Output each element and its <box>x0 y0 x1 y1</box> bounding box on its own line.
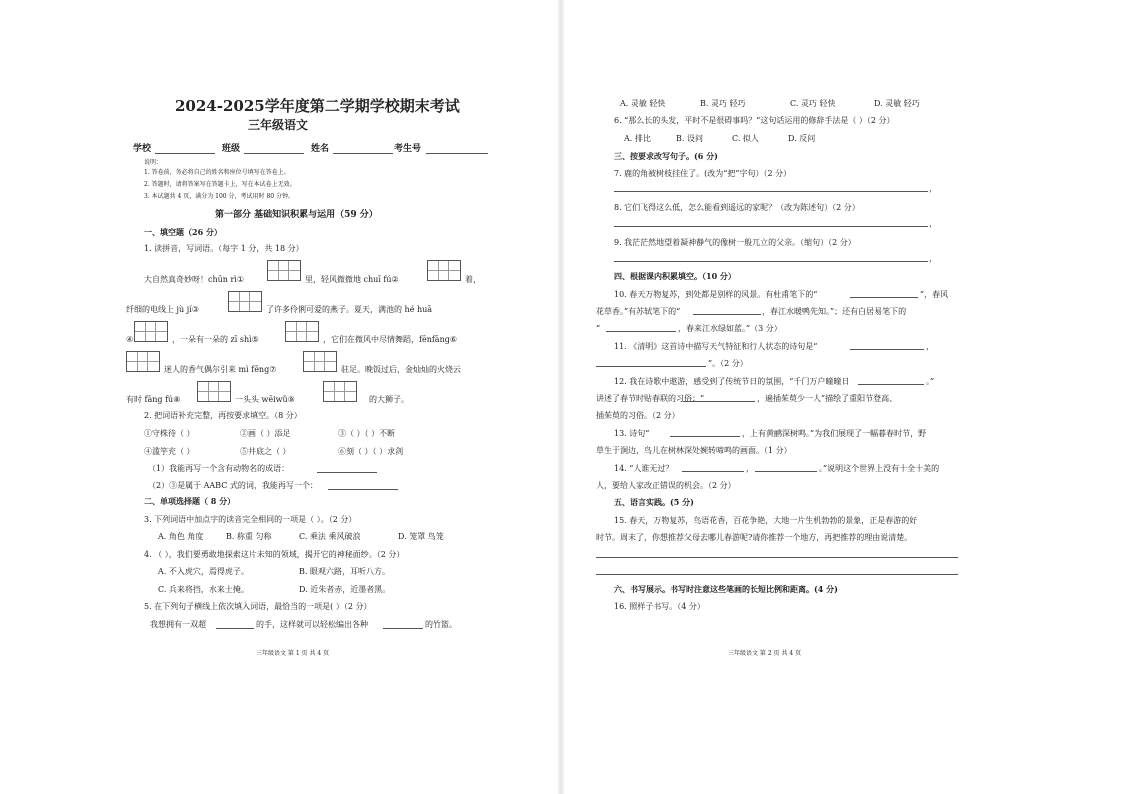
section-2-heading: 二、单项选择题（ 8 分） <box>144 496 236 506</box>
instruction-line: 3. 本试题共 4 页，满分为 100 分，考试用时 80 分钟。 <box>144 193 294 200</box>
class-label: 班级 <box>222 144 241 154</box>
question-text: 时节。周末了，你想推荐父母去哪儿春游呢?请你推荐一个地方，再把推荐的理由说清楚。 <box>596 533 913 542</box>
answer-line[interactable] <box>383 628 423 629</box>
passage-text: 里，轻风微微地 chuī fú② <box>305 275 399 284</box>
sentence-text: 的竹篮。 <box>425 620 457 629</box>
section-4-heading: 四、根据课内积累填空。（10 分） <box>614 271 736 281</box>
choice-option: A. 不入虎穴，焉得虎子。 <box>158 567 249 576</box>
question-text: ，遍插茱萸少一人”描绘了重阳节登高、 <box>757 394 898 403</box>
answer-line[interactable] <box>693 314 761 315</box>
choice-option: C. 拟人 <box>732 134 759 143</box>
question-3: 3. 下列词语中加点字的读音完全相同的一项是（ ）。（2 分） <box>144 515 357 524</box>
choice-option: B. 灵巧 轻巧 <box>700 99 746 108</box>
name-label: 姓名 <box>311 144 330 154</box>
answer-line[interactable] <box>614 261 928 262</box>
instruction-line: 1. 答卷前，务必将自己的姓名和座位号填写在答卷上。 <box>144 169 290 176</box>
question-9: 9. 我茫茫然地望着凝神静气的像树一般兀立的父亲。（缩句）（2 分） <box>614 238 856 247</box>
exam-page-1 <box>0 0 561 794</box>
section-3-heading: 三、按要求改写句子。(6 分) <box>614 151 718 161</box>
passage-text: 一头头 wēiwǔ⑨ <box>235 395 295 404</box>
instruction-line: 2. 答题时，请将答案写在答题卡上，写在本试卷上无效。 <box>144 181 296 188</box>
question-text: 讲述了春节时贴春联的习俗；“ <box>596 394 705 403</box>
idiom-item: ②画（ ）添足 <box>240 429 291 438</box>
exam-page-2 <box>562 0 1123 794</box>
answer-line[interactable] <box>606 331 676 332</box>
answer-line[interactable] <box>328 489 398 490</box>
idiom-item: ⑥刻（ ）（ ）求剑 <box>338 447 404 456</box>
question-7: 7. 鹿的角被树枝挂住了。(改为“把”字句）（2 分） <box>614 169 792 178</box>
question-13: 13. 诗句“ <box>614 429 650 438</box>
section-5-heading: 五、语言实践。(5 分) <box>614 497 694 507</box>
answer-line[interactable] <box>216 628 254 629</box>
question-text: ”。（2 分） <box>708 359 748 368</box>
question-1: 1. 读拼音，写词语。（每字 1 分，共 18 分） <box>144 244 304 253</box>
sentence-text: 的手，这样就可以轻松编出各种 <box>256 620 368 629</box>
choice-option: B. 设问 <box>676 134 703 143</box>
passage-text: 的大狮子。 <box>369 395 409 404</box>
tianzige-box[interactable] <box>126 351 160 372</box>
choice-option: B. 眼观六路，耳听八方。 <box>299 567 390 576</box>
idiom-item: ⑤井底之（ ） <box>240 447 291 456</box>
answer-line[interactable] <box>683 401 755 402</box>
tianzige-box[interactable] <box>267 260 301 281</box>
passage-text: 迷人的香气偶尔引来 mì fēng⑦ <box>164 365 277 374</box>
passage-text: 有时 fāng fú⑧ <box>126 395 181 404</box>
choice-option: D. 反问 <box>788 134 816 143</box>
passage-text: 大自然真奇妙呀！chūn rì① <box>144 275 245 284</box>
punctuation: ， <box>929 184 937 193</box>
question-2: 2. 把词语补充完整，再按要求填空。（8 分） <box>144 411 302 420</box>
question-text: 草生于涧边，鸟儿在树林深处婉转啼鸣的画面。（1 分） <box>596 446 792 455</box>
answer-line[interactable] <box>670 436 740 437</box>
question-text: “ <box>596 324 601 333</box>
answer-line[interactable] <box>682 471 744 472</box>
tianzige-box[interactable] <box>427 260 461 281</box>
passage-text: 驻足。晚饭过后，金灿灿的火烧云 <box>341 365 461 374</box>
question-8: 8. 它们飞得这么低，怎么能看到遥远的家呢？（改为陈述句）（2 分） <box>614 203 860 212</box>
choice-option: D. 近朱者赤，近墨者黑。 <box>299 585 391 594</box>
question-5: 5. 在下列句子横线上依次填入词语，最恰当的一项是( ）（2 分） <box>144 602 372 611</box>
section-1-heading: 一、填空题（26 分） <box>144 227 222 237</box>
choice-option: C. 乘法 乘风破浪 <box>299 532 361 541</box>
tianzige-box[interactable] <box>285 321 319 342</box>
question-16: 16. 照样子书写。（4 分） <box>614 602 705 611</box>
page-footer: 三年级语文 第 1 页 共 4 页 <box>256 650 330 657</box>
answer-line[interactable] <box>317 472 377 473</box>
choice-option: A. 角色 角度 <box>158 532 204 541</box>
question-text: 花草香。”有苏轼笔下的“ <box>596 307 681 316</box>
choice-option: D. 灵敏 轻巧 <box>874 99 920 108</box>
question-text: ，春来江水绿如蓝。”（3 分） <box>678 324 782 333</box>
question-10: 10. 春天万物复苏，到处都是别样的风景。有杜甫笔下的“ <box>614 290 818 299</box>
candidate-number-input[interactable] <box>426 153 488 154</box>
answer-line[interactable] <box>850 349 924 350</box>
passage-text: 纤细的电线上 jù jí③ <box>126 305 199 314</box>
answer-line[interactable] <box>850 297 918 298</box>
question-text: ， <box>926 342 934 351</box>
class-input[interactable] <box>244 153 304 154</box>
instructions-title: 说明： <box>144 159 163 166</box>
choice-option: A. 灵敏 轻快 <box>620 99 666 108</box>
section-6-heading: 六、书写展示。书写时注意这些笔画的长短比例和距离。(4 分) <box>614 584 838 594</box>
answer-line[interactable] <box>858 384 924 385</box>
question-text: 。” <box>926 377 935 386</box>
punctuation: ， <box>746 464 754 473</box>
question-15: 15. 春天，万物复苏，鸟语花香，百花争艳，大地一片生机勃勃的景象，正是春游的好 <box>614 516 918 525</box>
question-text: ”，春风 <box>920 290 949 299</box>
idiom-item: ④滥竽充（ ） <box>144 447 195 456</box>
question-text: 人，要给人家改正错误的机会。（2 分） <box>596 481 736 490</box>
candidate-number-label: 考生号 <box>394 144 422 154</box>
tianzige-box[interactable] <box>134 321 168 342</box>
passage-text: ④ <box>126 335 134 344</box>
question-text: 。”说明这个世界上没有十全十美的 <box>819 464 940 473</box>
sub-question: （2）③是属于 AABC 式的词，我能再写一个： <box>148 481 318 490</box>
school-input[interactable] <box>155 153 215 154</box>
name-input[interactable] <box>333 153 393 154</box>
punctuation: ， <box>929 254 937 263</box>
choice-option: D. 笼罩 鸟笼 <box>398 532 444 541</box>
choice-option: C. 灵巧 轻快 <box>790 99 836 108</box>
page-footer: 三年级语文 第 2 页 共 4 页 <box>728 650 802 657</box>
question-4: 4. （ ），我们要勇敢地探索这片未知的领域，揭开它的神秘面纱。（2 分） <box>144 550 405 559</box>
tianzige-box[interactable] <box>323 381 357 402</box>
school-label: 学校 <box>133 144 152 154</box>
sub-question: （1）我能再写一个含有动物名的成语： <box>148 464 290 473</box>
part-1-heading: 第一部分 基础知识积累与运用（59 分） <box>215 210 378 220</box>
tianzige-box[interactable] <box>228 291 262 312</box>
question-14: 14. “人谁无过？ <box>614 464 674 473</box>
passage-text: 了许多伶俐可爱的燕子。夏天，满池的 hé huā <box>266 305 433 314</box>
answer-line[interactable] <box>596 574 958 575</box>
choice-option: C. 兵来将挡，水来土掩。 <box>158 585 249 594</box>
passage-text: 着， <box>465 275 481 284</box>
choice-option: A. 排比 <box>624 134 651 143</box>
question-6: 6. “那么长的头发，平时不是很碍事吗？”这句话运用的修辞手法是（ ）（2 分） <box>614 116 895 125</box>
sentence-text: 我想拥有一双超 <box>150 620 206 629</box>
tianzige-box[interactable] <box>303 351 337 372</box>
answer-line[interactable] <box>596 557 958 558</box>
passage-text: ，它们在微风中尽情舞蹈，fēnfāng⑥ <box>323 335 458 344</box>
exam-subtitle: 三年级语文 <box>248 118 309 132</box>
idiom-item: ①守株待（ ） <box>144 429 195 438</box>
question-11: 11. 《清明》这首诗中描写天气特征和行人状态的诗句是“ <box>614 342 818 351</box>
punctuation: ， <box>929 219 937 228</box>
question-text: ，上有黄鹂深树鸣。”为我们展现了一幅暮春时节，野 <box>742 429 927 438</box>
answer-line[interactable] <box>614 191 928 192</box>
tianzige-box[interactable] <box>197 381 231 402</box>
passage-text: ，一朵有一朵的 zī shì⑤ <box>172 335 259 344</box>
idiom-item: ③（ ）（ ）不断 <box>338 429 396 438</box>
answer-line[interactable] <box>614 226 928 227</box>
choice-option: B. 称重 匀称 <box>226 532 272 541</box>
answer-line[interactable] <box>755 471 817 472</box>
answer-line[interactable] <box>596 366 706 367</box>
question-text: 插茱萸的习俗。（2 分） <box>596 411 680 420</box>
question-text: ，春江水暖鸭先知。”；还有白居易笔下的 <box>762 307 907 316</box>
exam-title: 2024-2025学年度第二学期学校期末考试 <box>175 97 460 115</box>
question-12: 12. 我在诗歌中遨游，感受到了传统节日的氛围，“千门万户曈曈日 <box>614 377 850 386</box>
